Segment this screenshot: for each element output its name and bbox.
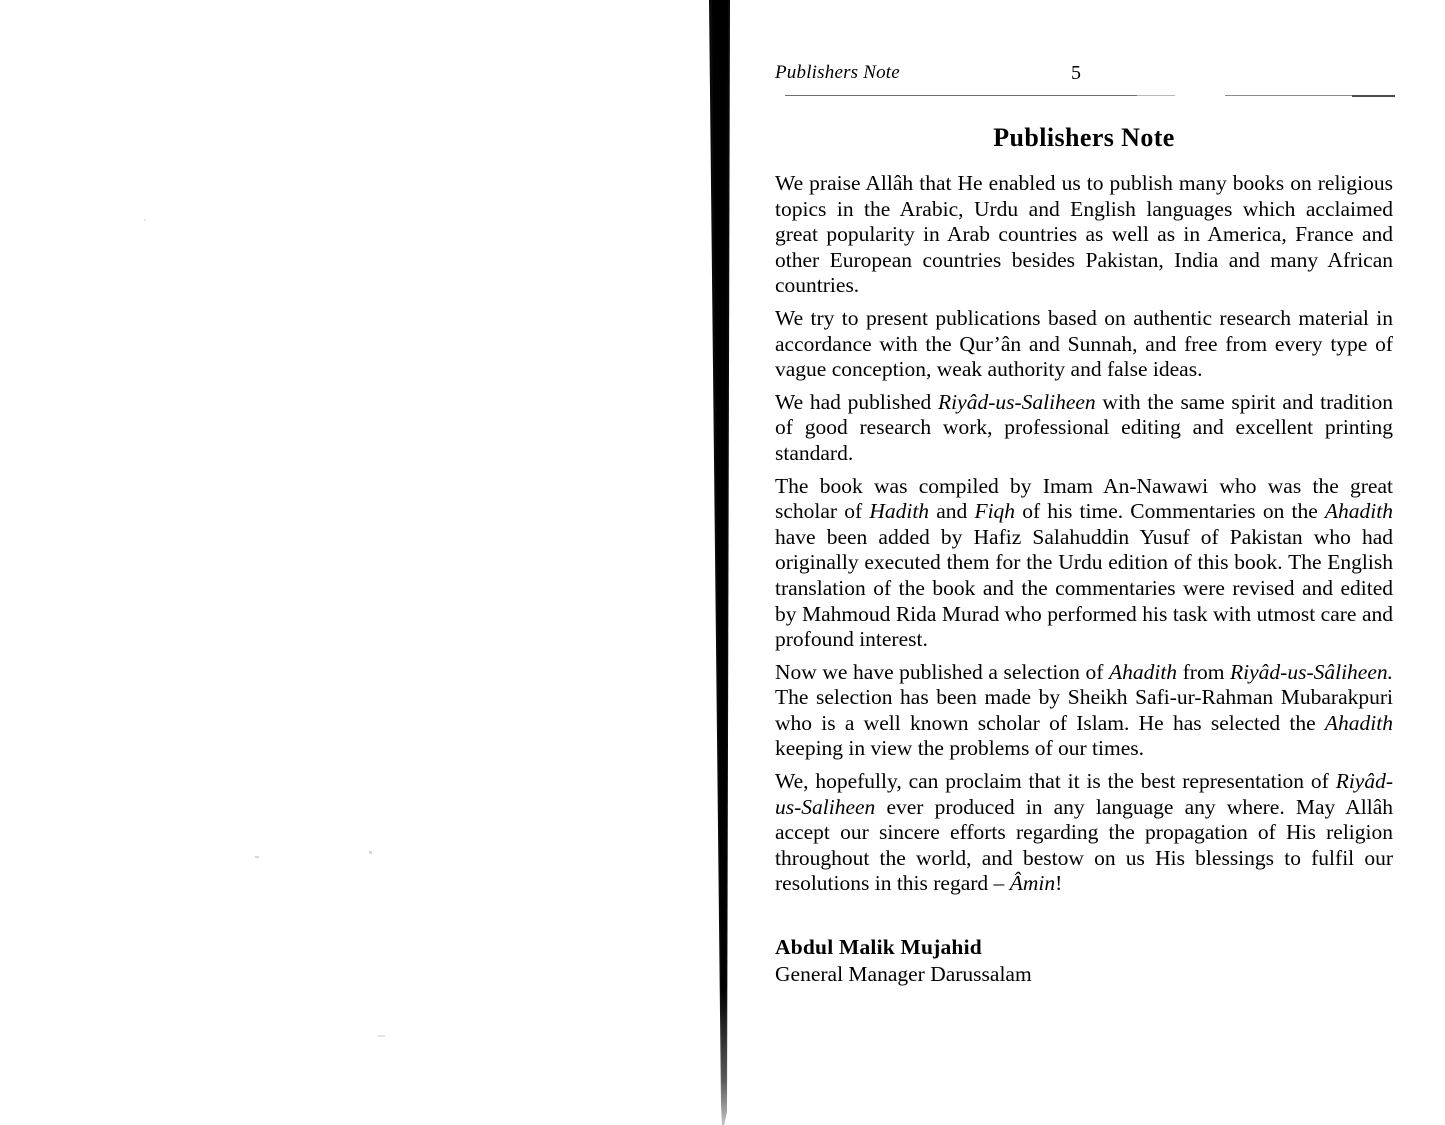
scan-artifact-speck bbox=[378, 1035, 385, 1037]
scan-artifact-speck bbox=[144, 219, 146, 221]
header-rule bbox=[785, 94, 1395, 97]
text-column bbox=[775, 0, 1393, 988]
italic-term: Riyâd-us-Sâliheen. bbox=[1230, 659, 1394, 684]
running-head-title: Publishers Note bbox=[775, 62, 900, 83]
text-run: and bbox=[929, 499, 975, 524]
text-run: ! bbox=[1055, 871, 1063, 896]
text-run: have been added by Hafiz Salahuddin Yusuf of Pakistan who had originally executed them for the Urdu edition of this book. The English translation of the book and the commentaries were revised and edited by Mahmoud Rida Murad who performed his task with utmost care and profound interest. bbox=[775, 524, 1393, 652]
italic-term: Âmin bbox=[1009, 871, 1056, 896]
signature-block bbox=[775, 934, 1393, 988]
scan-artifact-speck bbox=[369, 851, 372, 854]
text-run: Now we have published a selection of bbox=[775, 659, 1109, 684]
italic-term: Hadith bbox=[869, 499, 930, 524]
text-run: The book was compiled by Imam An-Nawawi who was the great scholar of bbox=[775, 473, 1393, 524]
italic-term: Fiqh bbox=[974, 499, 1016, 524]
text-run: with the same spirit and tradition of good research work, professional editing and excellent printing standard. bbox=[775, 389, 1393, 465]
para-compiled bbox=[775, 474, 1393, 653]
page-title: Publishers Note bbox=[993, 123, 1175, 152]
blank-verso-page bbox=[0, 0, 712, 1125]
para-selection bbox=[775, 660, 1393, 762]
header-rule-segment bbox=[1352, 95, 1395, 97]
text-run: We had published bbox=[775, 389, 939, 414]
header-rule-segment bbox=[785, 95, 1137, 96]
page-number: 5 bbox=[1071, 62, 1081, 84]
italic-term: Ahadith bbox=[1324, 710, 1393, 735]
text-run: We praise Allâh that He enabled us to publish many books on religious topics in the Arabic, Urdu and English languages which acclaimed great popularity in Arab countries as well as in America, France and other European countries besides Pakistan, India and many African countries. bbox=[775, 171, 1393, 298]
italic-term: Riyâd-us-Saliheen bbox=[775, 769, 1393, 819]
para-praise bbox=[775, 171, 1393, 299]
text-run: We try to present publications based on authentic research material in accordance with the Qur’ân and Sunnah, and free from every type of vague conception, weak authority and false ideas. bbox=[775, 305, 1393, 382]
body-text bbox=[775, 171, 1393, 897]
para-published bbox=[775, 390, 1393, 467]
italic-term: Ahadith bbox=[1108, 659, 1178, 684]
signatory-name: Abdul Malik Mujahid bbox=[775, 935, 982, 960]
para-research bbox=[775, 306, 1393, 383]
text-run: keeping in view the problems of our times. bbox=[775, 736, 1145, 761]
scan-artifact-speck bbox=[255, 856, 259, 858]
italic-term: Riyâd-us-Saliheen bbox=[938, 389, 1096, 414]
running-head bbox=[775, 62, 1393, 92]
text-run: from bbox=[1177, 659, 1231, 684]
header-rule-segment bbox=[1137, 95, 1175, 96]
text-run: ever produced in any language any where. May Allâh accept our sincere efforts regarding the propagation of His religion throughout the world, and bestow on us His blessings to fulfil our resolutions in this regard – bbox=[775, 794, 1393, 896]
para-proclaim bbox=[775, 769, 1393, 897]
text-run: The selection has been made by Sheikh Safi-ur-Rahman Mubarakpuri who is a well known scholar of Islam. He has selected the bbox=[775, 685, 1393, 735]
text-run: We, hopefully, can proclaim that it is the best representation of bbox=[775, 769, 1336, 794]
signatory-role: General Manager Darussalam bbox=[775, 962, 1032, 987]
printed-recto-page bbox=[746, 0, 1445, 1125]
italic-term: Ahadith bbox=[1324, 499, 1394, 524]
text-run: of his time. Commentaries on the bbox=[1015, 499, 1325, 524]
